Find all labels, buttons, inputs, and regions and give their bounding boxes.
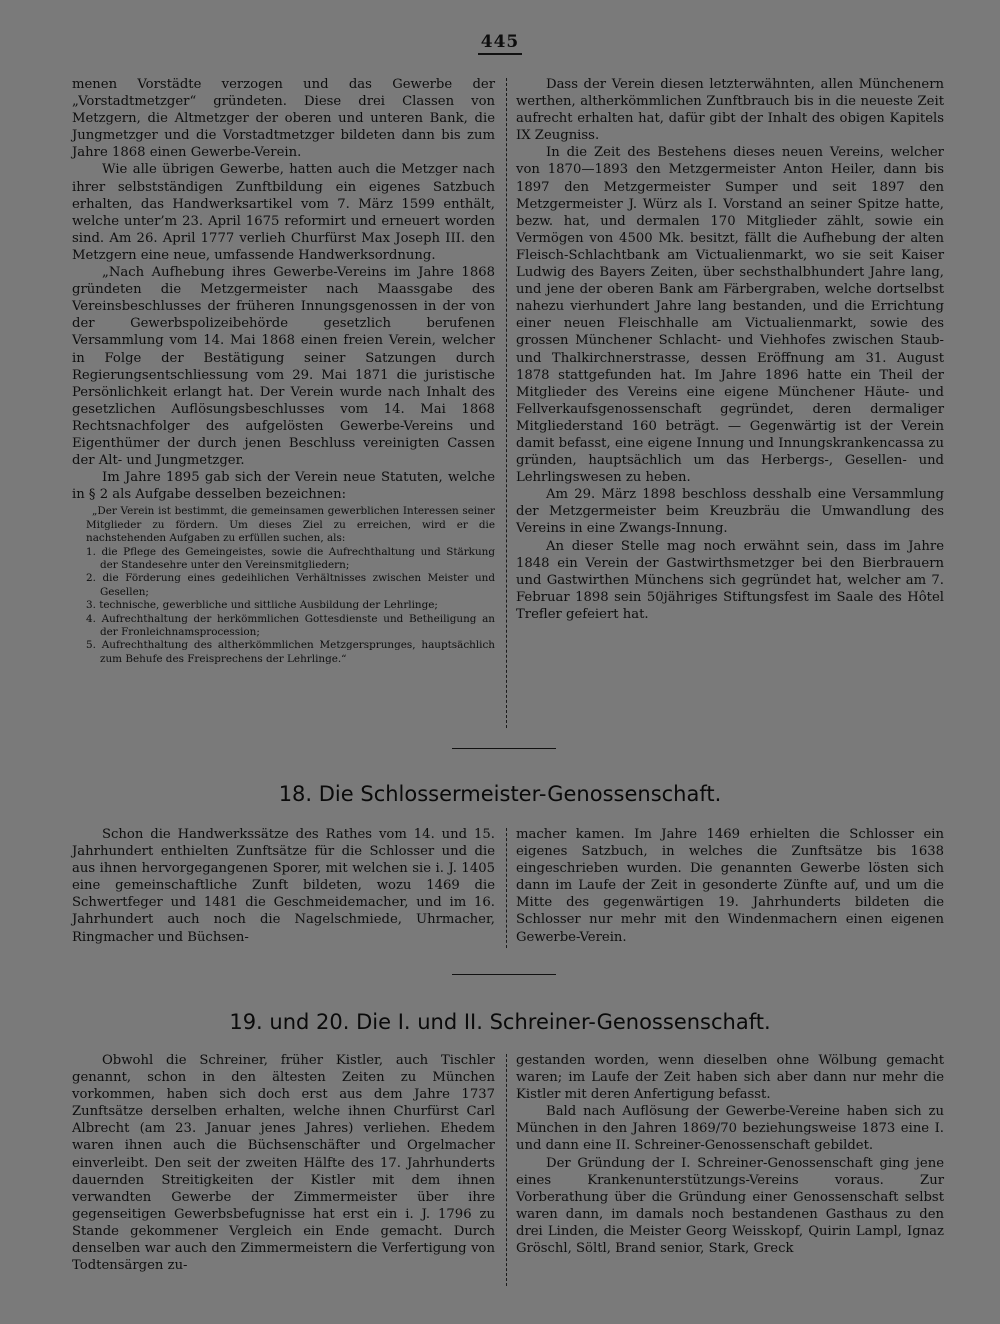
paragraph: menen Vorstädte verzogen und das Gewerbe der „Vorstadtmetzger“ gründeten. Diese drei Classen von Metzgern, die Altmetzger der oberen und unteren Bank, die Jungmetzger und die Vorstadtmetzger bildeten dann bis zum Jahre 1868 einen Gewerbe-Verein. — [72, 77, 495, 161]
quote-list — [86, 546, 495, 667]
section-separator — [452, 748, 556, 749]
section-19-left-column — [72, 1052, 495, 1274]
section-19-right-column — [516, 1052, 944, 1257]
list-item: 2. die Förderung eines gedeihlichen Verhältnisses zwischen Meister und Gesellen; — [86, 572, 495, 598]
page-number: 445 — [0, 32, 1000, 52]
list-item: 3. technische, gewerbliche und sittliche Ausbildung der Lehrlinge; — [86, 599, 438, 612]
paragraph: gestanden worden, wenn dieselben ohne Wölbung gemacht waren; im Laufe der Zeit haben sich aber dann nur mehr die Kistler mit deren Anfertigung befasst. — [516, 1053, 944, 1103]
paragraph: Im Jahre 1895 gab sich der Verein neue Statuten, welche in § 2 als Aufgabe desselben bezeichnen: — [72, 470, 495, 503]
section-18-right-column — [516, 826, 944, 946]
column-divider — [506, 828, 507, 948]
paragraph: Bald nach Auflösung der Gewerbe-Vereine haben sich zu München in den Jahren 1869/70 beziehungsweise 1873 eine I. und dann eine II. Schreiner-Genossenschaft gebildet. — [516, 1104, 944, 1154]
top-right-column — [516, 76, 944, 623]
statute-quote — [86, 505, 495, 666]
top-left-column — [72, 76, 495, 666]
paragraph: macher kamen. Im Jahre 1469 erhielten die Schlosser ein eigenes Satzbuch, in welches die Zunftsätze bis 1638 eingeschrieben wurden. Die genannten Gewerbe lösten sich dann im Laufe der Zeit in gesonderte Zünfte auf, und um die Mitte des gegenwärtigen 19. Jahrhunderts bildeten die Schlosser nur mehr mit den Windenmachern einen eigenen Gewerbe-Verein. — [516, 827, 944, 945]
paragraph: „Nach Aufhebung ihres Gewerbe-Vereins im Jahre 1868 gründeten die Metzgermeister nach Maassgabe des Vereinsbeschlusses der früheren Innungsgenossen in der von der Gewerbspolizeibehörde gesetzlich berufenen Versammlung vom 14. Mai 1868 einen freien Verein, welcher in Folge der Bestätigung seiner Satzungen durch Regierungsentschliessung vom 29. Mai 1871 die juristische Persönlichkeit erlangt hat. Der Verein wurde nach Inhalt des gesetzlichen Auflösungsbeschlusses vom 14. Mai 1868 Rechtsnachfolger des aufgelösten Gewerbe-Vereins und Eigenthümer der durch jenen Beschluss vereinigten Cassen der Alt- und Jungmetzger. — [72, 265, 495, 469]
column-divider — [506, 78, 507, 728]
section-heading: 19. und 20. Die I. und II. Schreiner-Genossenschaft. — [229, 1010, 771, 1034]
list-item: 5. Aufrechthaltung des altherkömmlichen Metzgersprunges, hauptsächlich zum Behufe des Freisprechens der Lehrlinge.“ — [86, 639, 495, 665]
paragraph: In die Zeit des Bestehens dieses neuen Vereins, welcher von 1870—1893 den Metzgermeister Anton Heiler, dann bis 1897 den Metzgermeister Sumper und seit 1897 den Metzgermeister J. Würz als I. Vorstand an seiner Spitze hatte, bezw. hat, und dermalen 170 Mitglieder zählt, sowie ein Vermögen von 4500 Mk. besitzt, fällt die Aufhebung der alten Fleisch-Schlachtbank am Victualienmarkt, wo sie seit Kaiser Ludwig des Bayers Zeiten, über sechsthalbhundert Jahre lang, und jene der oberen Bank am Färbergraben, welche dortselbst nahezu vierhundert Jahre lang bestanden, und die Errichtung einer neuen Fleischhalle am Victualienmarkt, sowie des grossen Münchener Schlacht- und Viehhofes zwischen Staub- und Thalkirchnerstrasse, dessen Eröffnung am 31. August 1878 stattgefunden hat. Im Jahre 1896 hatte ein Theil der Mitglieder des Vereins eine eigene Münchener Häute- und Fellverkaufsgenossenschaft gegründet, deren dermaliger Mitgliederstand 160 beträgt. — Gegenwärtig ist der Verein damit befasst, eine eigene Innung und Innungskrankencassa zu gründen, hauptsächlich um das Herbergs-, Gesellen- und Lehrlingswesen zu heben. — [516, 145, 944, 486]
column-divider — [506, 1054, 507, 1286]
section-18-left-column — [72, 826, 495, 946]
paragraph: Schon die Handwerkssätze des Rathes vom 14. und 15. Jahrhundert enthielten Zunftsätze für die Schlosser und die aus ihnen hervorgegangenen Sporer, mit welchen sie i. J. 1405 eine gemeinschaftliche Zunft bildeten, wozu 1469 die Schwertfeger und 1481 die Geschmeidemacher, und im 16. Jahrhundert auch noch die Nagelschmiede, Uhrmacher, Ringmacher und Büchsen- — [72, 827, 495, 945]
list-item: 4. Aufrechthaltung der herkömmlichen Gottesdienste und Betheiligung an der Fronleichnamsprocession; — [86, 612, 495, 638]
list-item: 1. die Pflege des Gemeingeistes, sowie die Aufrechthaltung und Stärkung der Standesehre unter den Vereinsmitgliedern; — [86, 545, 495, 571]
quote-intro: „Der Verein ist bestimmt, die gemeinsamen gewerblichen Interessen seiner Mitglieder zu fördern. Um dieses Ziel zu erreichen, wird er die nachstehenden Aufgaben zu erfüllen suchen, als: — [86, 505, 495, 545]
paragraph: Wie alle übrigen Gewerbe, hatten auch die Metzger nach ihrer selbstständigen Zunftbildung ein eigenes Satzbuch erhalten, das Handwerksartikel vom 7. März 1599 enthält, welche unter’m 23. April 1675 reformirt und erneuert worden sind. Am 26. April 1777 verlieh Churfürst Max Joseph III. den Metzgern eine neue, umfassende Handwerksordnung. — [72, 162, 495, 263]
paragraph: Dass der Verein diesen letzterwähnten, allen Münchenern werthen, altherkömmlichen Zunftbrauch bis in die neueste Zeit aufrecht erhalten hat, dafür gibt der Inhalt des obigen Kapitels IX Zeugniss. — [516, 77, 944, 144]
section-heading: 18. Die Schlossermeister-Genossenschaft. — [278, 782, 722, 806]
paragraph: Obwohl die Schreiner, früher Kistler, auch Tischler genannt, schon in den ältesten Zeiten zu München vorkommen, haben sich doch erst aus dem Jahre 1737 Zunftsätze derselben erhalten, welche ihnen Churfürst Carl Albrecht (am 23. Januar jenes Jahres) verliehen. Ehedem waren ihnen auch die Büchsenschäfter und Orgelmacher einverleibt. Den seit der zweiten Hälfte des 17. Jahrhunderts dauernden Streitigkeiten der Kistler mit dem ihnen verwandten Gewerbe der Zimmermeister über ihre gegenseitigen Gewerbsbefugnisse hat erst ein i. J. 1796 zu Stande gekommener Vergleich ein Ende gemacht. Durch denselben war auch den Zimmermeistern die Verfertigung von Todtensärgen zu- — [72, 1053, 495, 1274]
paragraph: An dieser Stelle mag noch erwähnt sein, dass im Jahre 1848 ein Verein der Gastwirthsmetzger bei den Bierbrauern und Gastwirthen Münchens sich gegründet hat, welcher am 7. Februar 1898 sein 50jähriges Stiftungsfest im Saale des Hôtel Trefler gefeiert hat. — [516, 538, 944, 622]
paragraph: Am 29. März 1898 beschloss desshalb eine Versammlung der Metzgermeister beim Kreuzbräu die Umwandlung des Vereins in eine Zwangs-Innung. — [516, 487, 944, 537]
section-separator — [452, 974, 556, 975]
paragraph: Der Gründung der I. Schreiner-Genossenschaft ging jene eines Krankenunterstützungs-Vereins voraus. Zur Vorberathung über die Gründung einer Genossenschaft selbst waren dann, im damals noch bestandenen Gasthaus zu den drei Linden, die Meister Georg Weisskopf, Quirin Lampl, Ignaz Gröschl, Söltl, Brand senior, Stark, Greck — [516, 1155, 944, 1257]
